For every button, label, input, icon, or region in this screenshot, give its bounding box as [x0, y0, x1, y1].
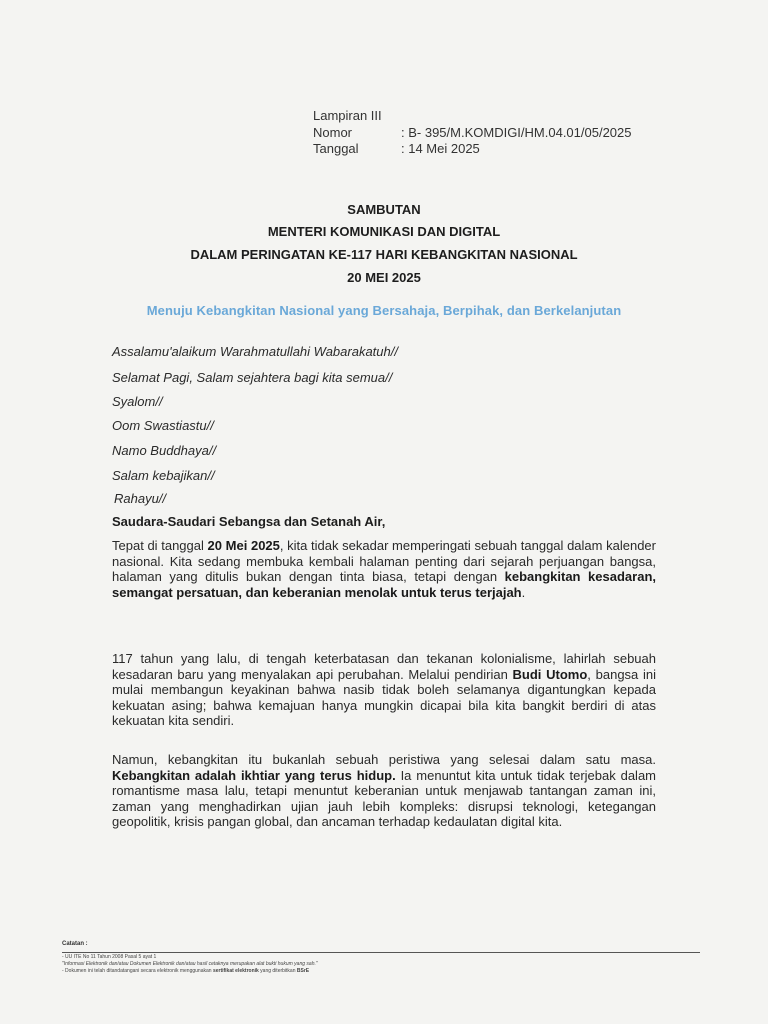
- footer-note-3: [62, 968, 318, 975]
- footer-note-3-text-a: - Dokumen ini telah ditandatangani secara elektronik menggunakan: [62, 968, 213, 974]
- tanggal-label: Tanggal: [313, 141, 359, 156]
- paragraph-3-emphasis: Kebangkitan adalah ikhtiar yang terus hidup.: [112, 767, 396, 783]
- paragraph-1: [112, 538, 656, 600]
- greeting-4: Oom Swastiastu//: [112, 418, 214, 433]
- greeting-5: Namo Buddhaya//: [112, 443, 217, 458]
- footer-note-3-cert: sertifikat elektronik: [212, 968, 259, 974]
- tanggal-value: : 14 Mei 2025: [401, 141, 480, 156]
- paragraph-3: [112, 752, 656, 830]
- paragraph-1-date: 20 Mei 2025: [207, 538, 280, 553]
- nomor-row: [313, 125, 632, 142]
- footer-note-3-text-b: yang diterbitkan: [258, 968, 297, 974]
- paragraph-3-text-b: Ia menuntut kita untuk tidak terjebak dalam romantisme masa lalu, tetapi menuntut keberanian untuk menjawab tantangan zaman ini, zaman yang menghadirkan ujian jauh lebih kompleks: disrupsi teknologi, ketegangan geopolitik, krisis pangan global, dan ancaman terhadap kedaulatan digital kita.: [112, 767, 657, 829]
- footer-note-3-bsre: BSrE: [296, 968, 310, 974]
- nomor-value: : B- 395/M.KOMDIGI/HM.04.01/05/2025: [401, 124, 632, 140]
- greeting-3: Syalom//: [112, 394, 163, 409]
- heading-line-3: DALAM PERINGATAN KE-117 HARI KEBANGKITAN NASIONAL: [190, 247, 578, 262]
- paragraph-1-text-c: .: [521, 584, 526, 600]
- greeting-2: Selamat Pagi, Salam sejahtera bagi kita semua//: [112, 370, 393, 385]
- greeting-1: Assalamu'alaikum Warahmatullahi Wabarakatuh//: [112, 344, 398, 359]
- greeting-6: Salam kebajikan//: [112, 468, 215, 483]
- paragraph-1-emphasis: kebangkitan kesadaran, semangat persatuan, dan keberanian menolak untuk terus terjajah: [112, 569, 656, 600]
- nomor-label: Nomor: [313, 124, 353, 140]
- footer-note-1: - UU ITE No 11 Tahun 2008 Pasal 5 ayat 1: [62, 954, 157, 960]
- speech-theme: Menuju Kebangkitan Nasional yang Bersahaja, Berpihak, dan Berkelanjutan: [146, 303, 622, 318]
- paragraph-1-text-a: Tepat di tanggal: [112, 538, 208, 553]
- paragraph-2-text-b: , bangsa ini mulai membangun keyakinan bahwa nasib tidak boleh selamanya digantungkan kepada kekuatan asing; bahwa kemajuan hanya mungkin dicapai bila kita bangkit berdiri di atas kekuatan kita sendiri.: [112, 666, 656, 728]
- heading-line-4: 20 MEI 2025: [347, 270, 421, 285]
- paragraph-2-text-a: 117 tahun yang lalu, di tengah keterbatasan dan tekanan kolonialisme, lahirlah sebuah kesadaran baru yang menyalakan api perubahan. Melalui pendirian: [112, 651, 656, 682]
- lampiran-row: [313, 108, 632, 125]
- heading-line-1: SAMBUTAN: [347, 202, 421, 217]
- paragraph-3-text-a: Namun, kebangkitan itu bukanlah sebuah peristiwa yang selesai dalam satu masa.: [112, 752, 656, 767]
- footer-divider: [62, 952, 700, 953]
- tanggal-row: [313, 141, 632, 158]
- paragraph-2: [112, 651, 656, 729]
- footer-notes: [62, 954, 318, 975]
- paragraph-2-emphasis: Budi Utomo: [512, 666, 588, 682]
- footer-catatan-label: Catatan :: [62, 941, 88, 947]
- letter-metadata: [313, 108, 632, 158]
- salutation: Saudara-Saudari Sebangsa dan Setanah Air,: [112, 514, 386, 529]
- lampiran-label: Lampiran III: [313, 108, 382, 123]
- heading-line-2: MENTERI KOMUNIKASI DAN DIGITAL: [267, 224, 501, 239]
- paragraph-1-text-b: , kita tidak sekadar memperingati sebuah tanggal dalam kalender nasional. Kita sedang membuka kembali halaman penting dari sejarah perjuangan bangsa, halaman yang ditulis bukan dengan tinta biasa, tetapi dengan: [112, 538, 656, 584]
- greeting-7: Rahayu//: [114, 491, 167, 506]
- footer-note-2: "Informasi Elektronik dan/atau Dokumen Elektronik dan/atau hasil cetaknya merupakan alat bukti hukum yang sah.": [62, 961, 318, 967]
